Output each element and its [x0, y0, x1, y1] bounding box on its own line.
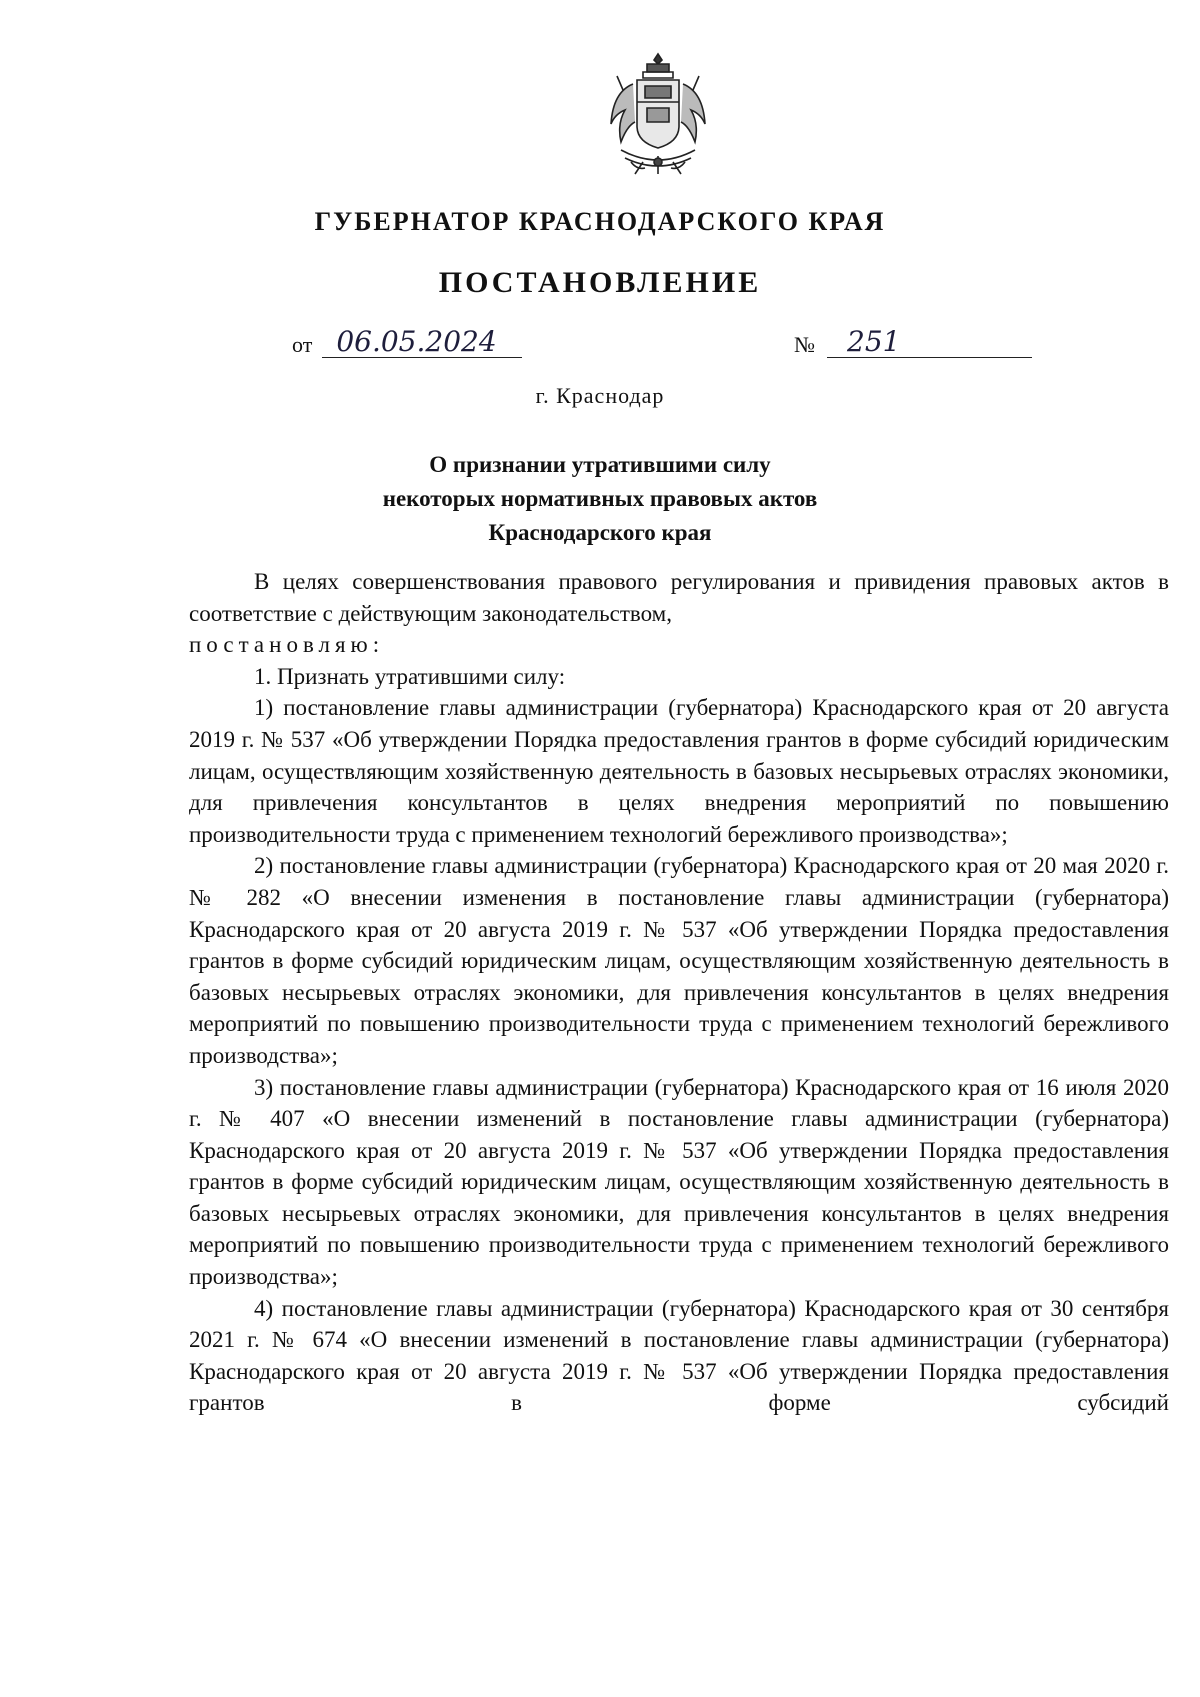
number-value: 251	[847, 325, 901, 358]
coat-of-arms-icon	[603, 50, 713, 182]
list-item: 3) постановление главы администрации (губернатора) Краснодарского края от 16 июля 2020 г. № 407 «О внесении изменений в постановление главы администрации (губернатора) Краснодарского края от 20 августа 2019 г. № 537 «Об утверждении Порядка предоставления грантов в форме субсидий юридическим лицам, осуществляющим хозяйственную деятельность в базовых несырьевых отраслях экономики, для привлечения консультантов в целях внедрения мероприятий по повышению производительности труда с применением технологий бережливого производства»;	[189, 1074, 1169, 1290]
date-block	[292, 327, 522, 358]
number-prefix: №	[794, 332, 815, 357]
number-block	[794, 327, 1032, 358]
date-prefix: от	[292, 332, 313, 357]
date-field	[322, 327, 522, 358]
decree-word: постановляю:	[189, 632, 385, 658]
preamble: В целях совершенствования правового регулирования и привидения правовых актов в соответствие с действующим законодательством,	[189, 569, 1169, 626]
list-item: 1) постановление главы администрации (губернатора) Краснодарского края от 20 августа 2019 г. № 537 «Об утверждении Порядка предоставления грантов в форме субсидий юридическим лицам, осуществляющим хозяйственную деятельность в базовых несырьевых отраслях экономики, для привлечения консультантов в целях внедрения мероприятий по повышению производительности труда с применением технологий бережливого производства»;	[189, 695, 1169, 847]
list-item: 4) постановление главы администрации (губернатора) Краснодарского края от 30 сентября 2021 г. № 674 «О внесении изменений в постановление главы администрации (губернатора) Краснодарского края от 20 августа 2019 г. № 537 «Об утверждении Порядка предоставления грантов в форме субсидий	[189, 1295, 1169, 1416]
number-field	[827, 327, 1032, 358]
document-title	[0, 448, 1200, 550]
list-item: 2) постановление главы администрации (губернатора) Краснодарского края от 20 мая 2020 г. № 282 «О внесении изменения в постановление главы администрации (губернатора) Краснодарского края от 20 августа 2019 г. № 537 «Об утверждении Порядка предоставления грантов в форме субсидий юридическим лицам, осуществляющим хозяйственную деятельность в базовых несырьевых отраслях экономики, для привлечения консультантов в целях внедрения мероприятий по повышению производительности труда с применением технологий бережливого производства»;	[189, 853, 1169, 1068]
title-line: некоторых нормативных правовых актов	[382, 486, 818, 511]
city: г. Краснодар	[535, 383, 665, 408]
title-line: О признании утратившими силу	[429, 452, 771, 477]
date-value: 06.05.2024	[336, 325, 497, 358]
title-line: Краснодарского края	[488, 520, 712, 545]
issuing-authority: ГУБЕРНАТОР КРАСНОДАРСКОГО КРАЯ	[314, 207, 886, 236]
document-type: ПОСТАНОВЛЕНИЕ	[438, 266, 762, 299]
clause-1: 1. Признать утратившими силу:	[254, 663, 566, 689]
document-body	[189, 566, 1169, 1419]
